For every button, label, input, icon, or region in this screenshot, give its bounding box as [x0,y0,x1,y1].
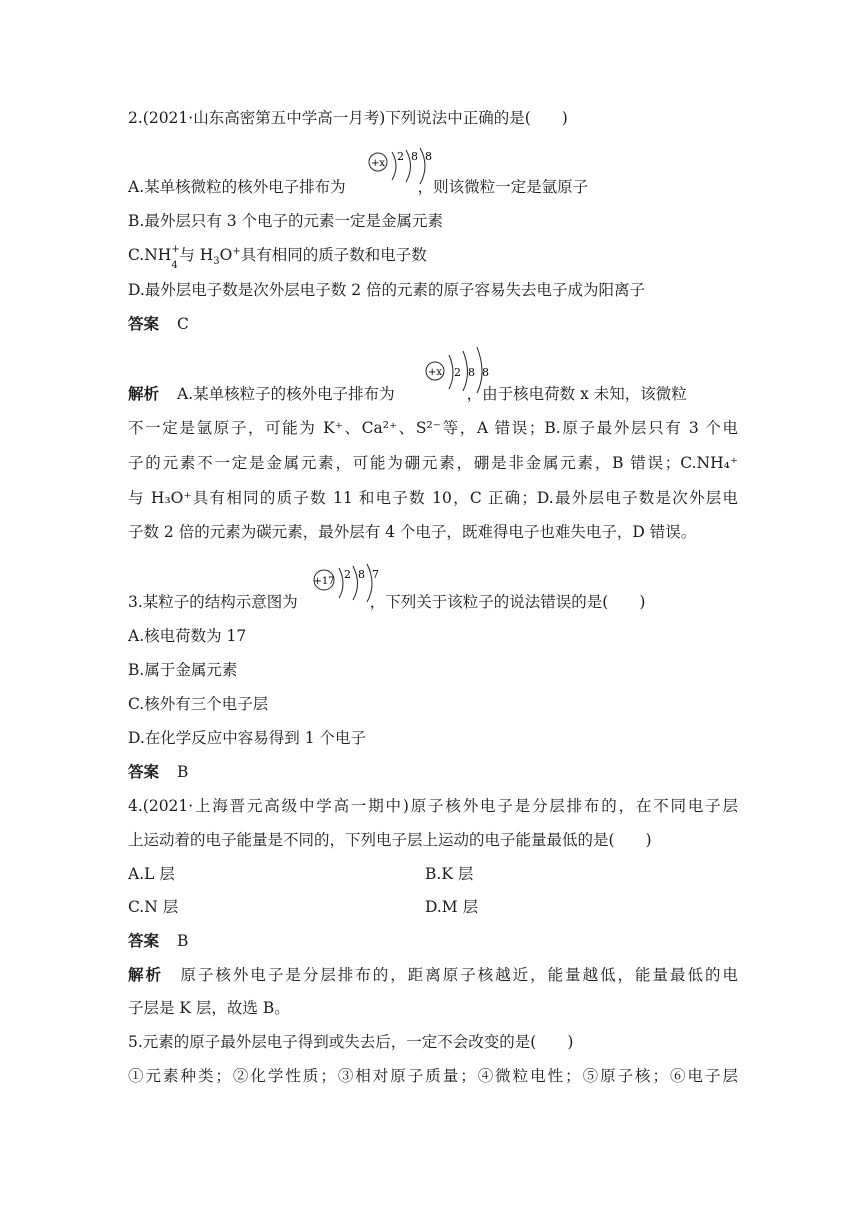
shell-1-count: 2 [454,366,461,379]
q2-analysis-line-1 [128,384,687,404]
analysis-text-tail: ，由于核电荷数 x 未知，该微粒 [466,385,687,403]
q4-option-a: A.L 层 [128,865,175,883]
q3-stem-tail: ，下列关于该粒子的说法错误的是( ) [369,593,646,611]
q4-analysis-line-1 [128,965,738,985]
q4-option-c: C.N 层 [128,898,179,916]
q4-answer [128,931,188,951]
q3-answer [128,762,188,782]
q2-stem: 2.(2021·山东高密第五中学高一月考)下列说法中正确的是( ) [128,109,568,127]
q2-answer [128,314,189,334]
answer-label: 答案 [128,931,160,950]
analysis-label: 解析 [128,965,163,984]
q2-option-a-tail: ，则该微粒一定是氩原子 [417,178,589,196]
q4-options-row-1 [128,864,175,884]
answer-label: 答案 [128,314,160,333]
q4-stem-line-1: 4.(2021·上海晋元高级中学高一期中)原子核外电子是分层排布的，在不同电子层 [128,797,738,815]
q2-analysis-line-2: 不一定是氩原子，可能为 K⁺、Ca²⁺、S²⁻等，A 错误；B.原子最外层只有 3 个电 [128,419,738,437]
q2-option-c-tail: 具有相同的质子数和电子数 [240,246,427,264]
subscript-4: 4 [171,260,178,271]
q2-option-c-o: O [219,246,233,264]
q3-stem-text: 3.某粒子的结构示意图为 [128,593,298,611]
answer-value: C [177,315,189,333]
analysis-label: 解析 [128,384,160,403]
charge-plus: + [171,244,180,255]
q3-option-b: B.属于金属元素 [128,661,238,679]
shell-1-count: 2 [397,150,404,163]
q5-options: ①元素种类；②化学性质；③相对原子质量；④微粒电性；⑤原子核；⑥电子层 [128,1067,738,1085]
answer-value: B [177,763,189,781]
shell-1-count: 2 [344,568,351,581]
nucleus-label: +x [370,158,386,169]
shell-2-count: 8 [358,568,365,581]
answer-value: B [177,932,189,950]
q2-option-a-text: A.某单核微粒的核外电子排布为 [128,178,346,196]
q3-stem [128,592,645,612]
analysis-text: 原子核外电子是分层排布的，距离原子核越近，能量越低，能量最低的电 [180,966,738,984]
subscript-3: 3 [213,256,220,268]
shell-3-count: 7 [372,568,379,581]
q2-option-a [128,177,588,197]
q2-option-c-formula-1: C.NH [128,246,172,264]
charge-plus-2: + [232,245,241,257]
q2-option-c-mid: 与 H [179,246,214,264]
q4-option-b: B.K 层 [425,865,474,883]
shell-3-count: 8 [425,150,432,163]
q2-analysis-line-5: 子数 2 倍的元素为碳元素，最外层有 4 个电子，既难得电子也难失电子，D 错误。 [128,523,697,541]
q4-analysis-line-2: 子层是 K 层，故选 B。 [128,999,290,1017]
shell-2-count: 8 [411,150,418,163]
q2-option-d: D.最外层电子数是次外层电子数 2 倍的元素的原子容易失去电子成为阳离子 [128,281,646,299]
q2-analysis-line-3: 子的元素不一定是金属元素，可能为硼元素，硼是非金属元素，B 错误；C.NH₄⁺ [128,454,738,472]
q4-stem-line-2: 上运动着的电子能量是不同的，下列电子层上运动的电子能量最低的是( ) [128,831,652,849]
q3-option-c: C.核外有三个电子层 [128,695,269,713]
nucleus-label: +17 [313,576,335,587]
q4-option-d: D.M 层 [425,898,479,916]
q3-option-d: D.在化学反应中容易得到 1 个电子 [128,729,367,747]
q2-analysis-line-4: 与 H₃O⁺具有相同的质子数 11 和电子数 10，C 正确；D.最外层电子数是次外层电 [128,489,738,507]
q2-option-b: B.最外层只有 3 个电子的元素一定是金属元素 [128,212,444,230]
q2-option-c [128,244,427,271]
nucleus-label: +x [427,367,443,378]
shell-2-count: 8 [468,366,475,379]
analysis-text: A.某单核粒子的核外电子排布为 [177,385,395,403]
q3-option-a: A.核电荷数为 17 [128,627,247,645]
q5-stem: 5.元素的原子最外层电子得到或失去后，一定不会改变的是( ) [128,1033,574,1051]
shell-3-count: 8 [482,366,489,379]
answer-label: 答案 [128,762,160,781]
